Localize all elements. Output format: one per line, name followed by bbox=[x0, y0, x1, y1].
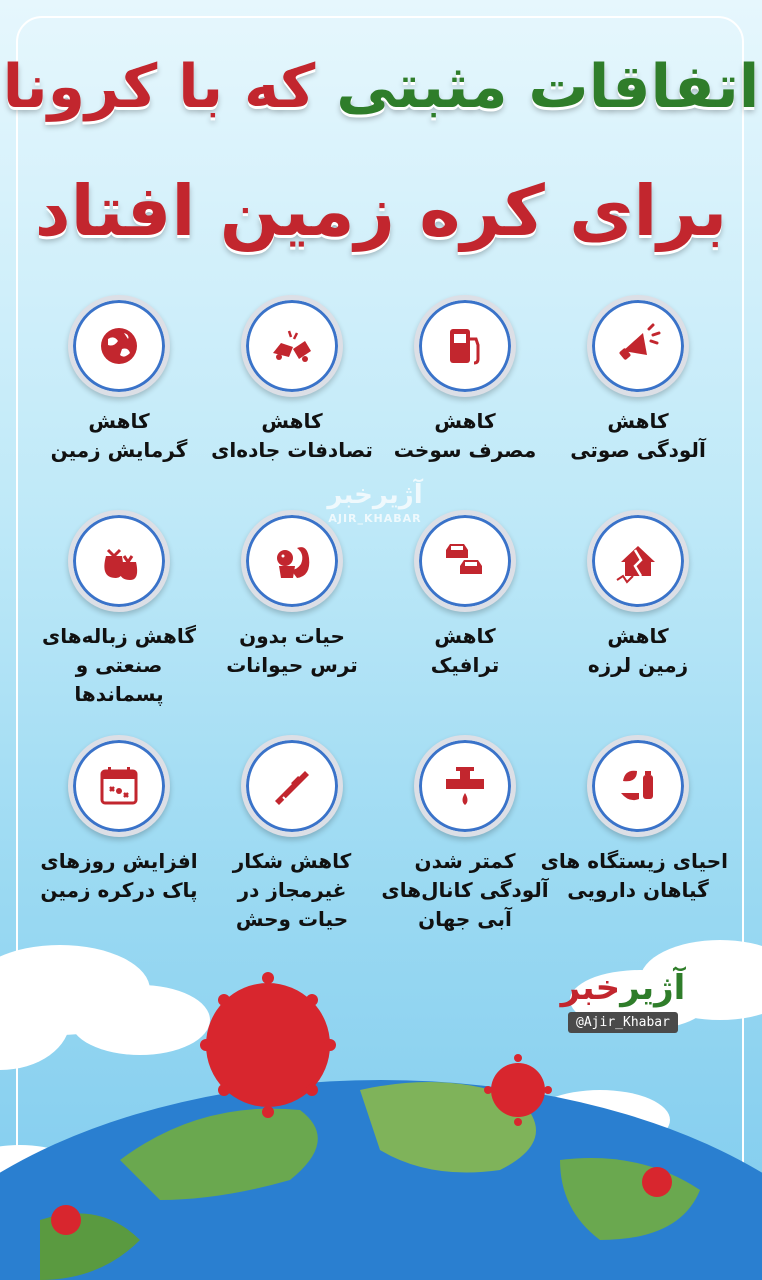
icon-circle bbox=[68, 510, 170, 612]
item-earthquake bbox=[548, 510, 728, 680]
item-label: کاهش ترافیک bbox=[430, 624, 500, 677]
item-label: کاهش آلودگی صوتی bbox=[570, 409, 706, 462]
brand-name: آژیرخبر bbox=[560, 968, 686, 1008]
icon-circle bbox=[414, 510, 516, 612]
item-road-accidents bbox=[202, 295, 382, 465]
item-clean-days bbox=[29, 735, 209, 905]
title-part-green: اتفاقات مثبتی bbox=[336, 52, 760, 122]
item-traffic bbox=[375, 510, 555, 680]
item-global-warming bbox=[29, 295, 209, 465]
megaphone-icon bbox=[613, 321, 663, 371]
item-label: کاهش گرمایش زمین bbox=[50, 409, 188, 462]
traffic-cars-icon bbox=[440, 536, 490, 586]
herbal-medicine-icon bbox=[613, 761, 663, 811]
calendar-icon bbox=[94, 761, 144, 811]
icon-circle bbox=[68, 295, 170, 397]
icon-circle bbox=[414, 735, 516, 837]
item-label: کاهش تصادفات جاده‌ای bbox=[211, 409, 373, 462]
item-label: حیات بدون ترس حیوانات bbox=[226, 624, 358, 677]
icon-circle bbox=[241, 295, 343, 397]
fuel-pump-icon bbox=[440, 321, 490, 371]
icon-circle bbox=[587, 510, 689, 612]
item-label: افزایش روزهای پاک درکره زمین bbox=[40, 849, 198, 902]
globe-icon bbox=[94, 321, 144, 371]
item-label: گاهش زباله‌های صنعتی و پسماندها bbox=[41, 624, 197, 706]
squirrel-icon bbox=[267, 536, 317, 586]
earth-scene bbox=[0, 900, 762, 1280]
water-pipe-icon bbox=[440, 761, 490, 811]
title-line-1 bbox=[0, 52, 762, 122]
title-part-red: که با کرونا bbox=[2, 52, 316, 122]
item-noise-pollution bbox=[548, 295, 728, 465]
watermark-handle: AJIR_KHABAR bbox=[328, 512, 422, 525]
item-label: کمتر شدن آلودگی کانال‌های آبی جهان bbox=[381, 849, 549, 931]
icon-circle bbox=[587, 735, 689, 837]
garbage-bags-icon bbox=[94, 536, 144, 586]
brand-logo bbox=[548, 968, 698, 1033]
icon-circle bbox=[241, 735, 343, 837]
earthquake-house-icon bbox=[613, 536, 663, 586]
icon-circle bbox=[414, 295, 516, 397]
rifle-icon bbox=[267, 761, 317, 811]
item-fearless-animals bbox=[202, 510, 382, 680]
item-fuel-usage bbox=[375, 295, 555, 465]
item-label: احیای زیستگاه های گیاهان دارویی bbox=[540, 849, 728, 902]
icon-circle bbox=[68, 735, 170, 837]
icon-circle bbox=[241, 510, 343, 612]
car-crash-icon bbox=[267, 321, 317, 371]
brand-handle: @Ajir_Khabar bbox=[568, 1012, 678, 1033]
item-herbal-habitats bbox=[540, 735, 728, 905]
title-line-2: برای کره زمین افتاد bbox=[34, 170, 728, 252]
item-label: کاهش شکار غیرمجاز در حیات وحش bbox=[232, 849, 352, 931]
watermark-name: آژیرخبر bbox=[327, 480, 423, 510]
item-industrial-waste bbox=[29, 510, 209, 709]
item-label: کاهش مصرف سوخت bbox=[393, 409, 537, 462]
icon-circle bbox=[587, 295, 689, 397]
item-label: کاهش زمین لرزه bbox=[587, 624, 689, 677]
